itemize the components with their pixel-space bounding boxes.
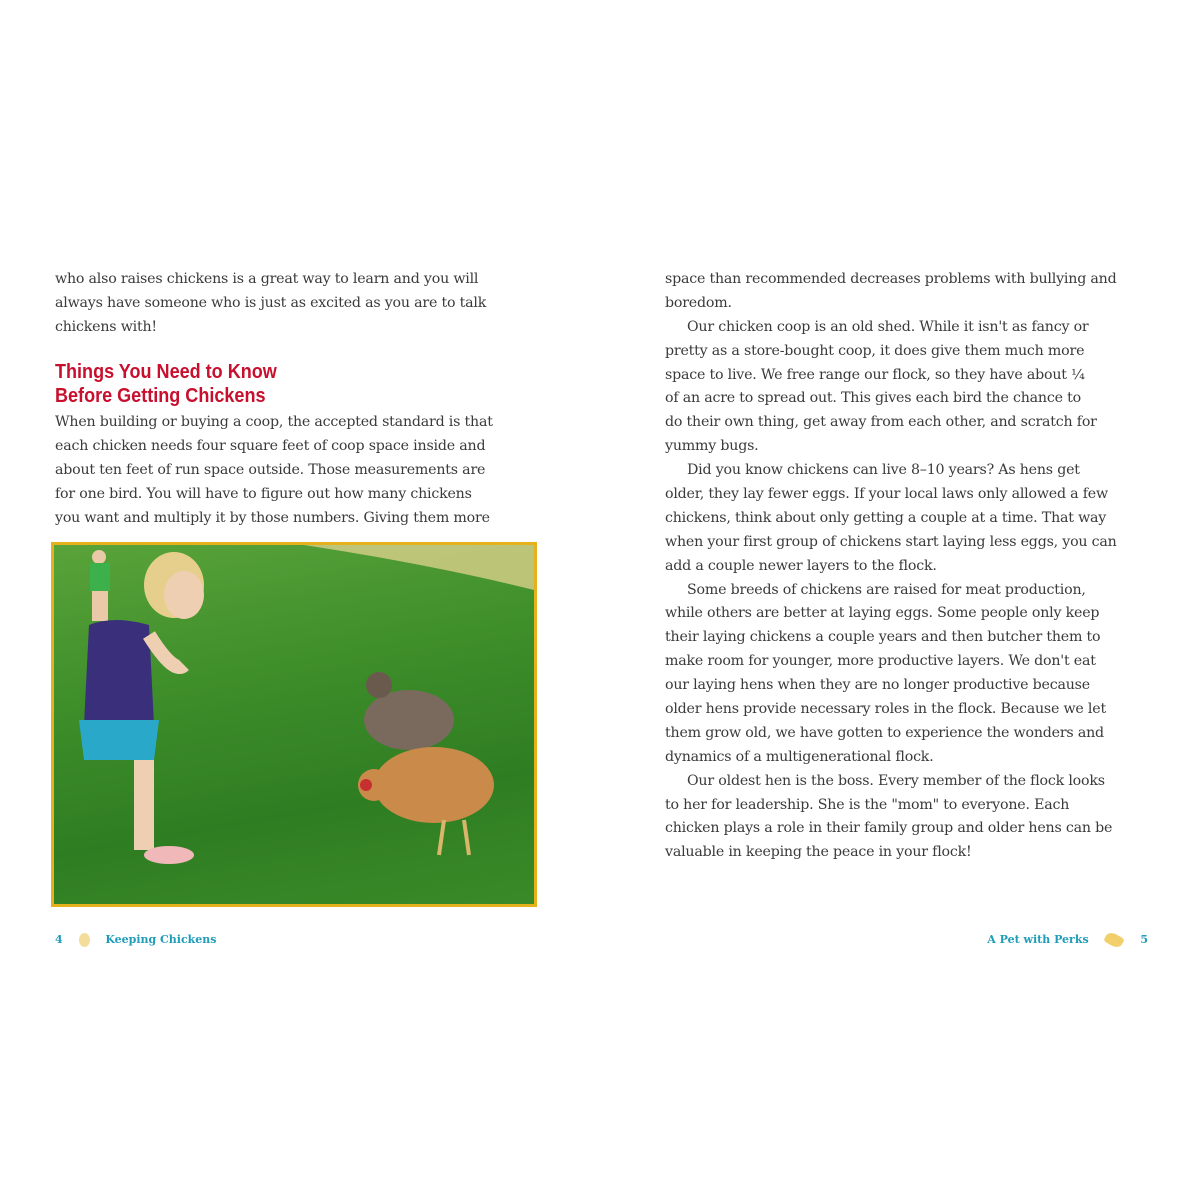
text-line: who also raises chickens is a great way to learn and you will: [55, 271, 479, 287]
running-title: Keeping Chickens: [105, 933, 217, 946]
text-line: add a couple newer layers to the flock.: [665, 557, 937, 574]
text-line: while others are better at laying eggs. Some people only keep: [665, 605, 1100, 622]
left-page-intro-text: [55, 268, 486, 340]
text-line: Our chicken coop is an old shed. While it isn't as fancy or: [687, 318, 1089, 335]
text-line: Did you know chickens can live 8–10 years? As hens get: [687, 462, 1080, 479]
left-page-body-text: [55, 411, 493, 530]
background-child: [90, 550, 110, 621]
orange-hen: [358, 747, 494, 855]
text-line: you want and multiply it by those numbers. Giving them more: [55, 509, 490, 526]
text-line: when your first group of chickens start laying less eggs, you can: [665, 533, 1117, 550]
running-title: A Pet with Perks: [987, 933, 1089, 946]
text-line: make room for younger, more productive layers. We don't eat: [665, 653, 1096, 670]
text-line: space than recommended decreases problems with bullying and: [665, 271, 1117, 287]
text-line: each chicken needs four square feet of coop space inside and: [55, 437, 486, 454]
text-line: of an acre to spread out. This gives each bird the chance to: [665, 390, 1081, 407]
text-line: older, they lay fewer eggs. If your local laws only allowed a few: [665, 486, 1108, 503]
section-heading: [55, 360, 277, 408]
right-page-footer: [987, 933, 1148, 946]
text-line: chickens, think about only getting a couple at a time. That way: [665, 509, 1107, 526]
text-line: dynamics of a multigenerational flock.: [665, 748, 934, 765]
right-page-body-text: [665, 268, 1117, 865]
page-number: 5: [1140, 933, 1148, 946]
photo-girl-feeding-chickens: [51, 542, 537, 907]
text-line: their laying chickens a couple years and then butcher them to: [665, 629, 1101, 646]
text-line: for one bird. You will have to figure out how many chickens: [55, 485, 472, 502]
heading-line: Before Getting Chickens: [55, 384, 266, 407]
page-number: 4: [55, 933, 63, 946]
left-page-footer: [55, 933, 217, 947]
text-line: to her for leadership. She is the "mom" to everyone. Each: [665, 796, 1070, 813]
text-line: them grow old, we have gotten to experience the wonders and: [665, 724, 1104, 741]
gray-hen: [364, 672, 454, 750]
text-line: valuable in keeping the peace in your flock!: [665, 844, 972, 861]
text-line: do their own thing, get away from each other, and scratch for: [665, 414, 1097, 431]
text-line: boredom.: [665, 294, 732, 311]
text-line: When building or buying a coop, the accepted standard is that: [55, 414, 493, 430]
egg-icon: [79, 933, 90, 947]
text-line: chicken plays a role in their family group and older hens can be: [665, 820, 1113, 837]
text-line: older hens provide necessary roles in the flock. Because we let: [665, 701, 1106, 718]
corn-icon: [1103, 930, 1125, 949]
text-line: about ten feet of run space outside. Those measurements are: [55, 461, 486, 478]
text-line: space to live. We free range our flock, so they have about ¼: [665, 366, 1085, 383]
text-line: our laying hens when they are no longer productive because: [665, 677, 1090, 694]
text-line: yummy bugs.: [665, 438, 759, 455]
text-line: pretty as a store-bought coop, it does give them much more: [665, 342, 1085, 359]
text-line: Our oldest hen is the boss. Every member of the flock looks: [687, 772, 1105, 789]
text-line: always have someone who is just as excited as you are to talk: [55, 294, 487, 311]
text-line: Some breeds of chickens are raised for meat production,: [687, 581, 1086, 598]
heading-line: Things You Need to Know: [55, 360, 277, 383]
text-line: chickens with!: [55, 318, 157, 335]
